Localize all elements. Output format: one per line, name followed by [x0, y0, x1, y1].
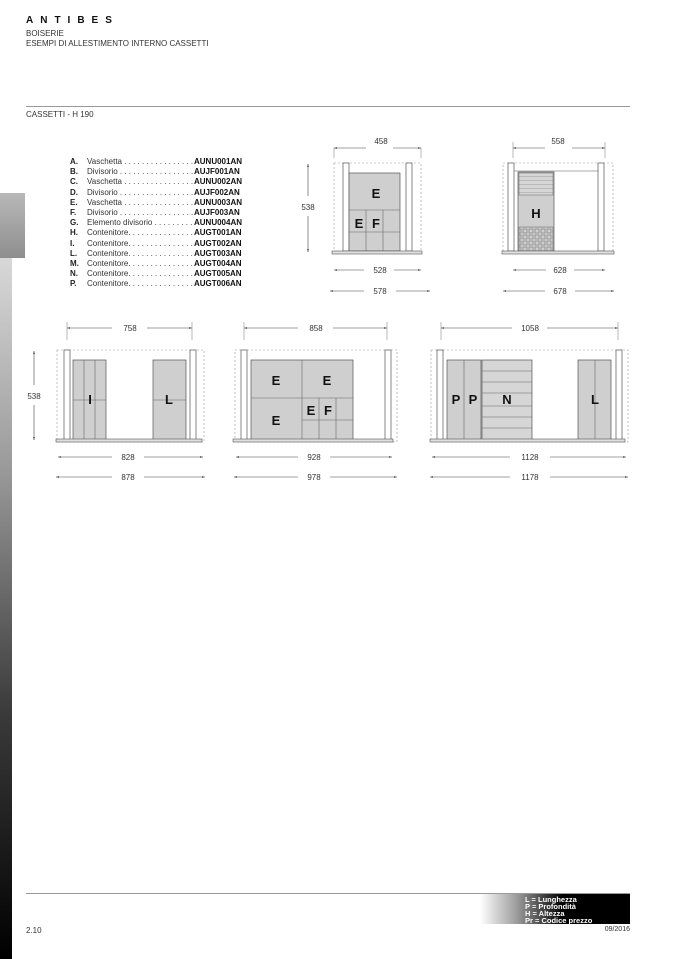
legend-letter: D. [70, 187, 78, 197]
drawing-558 [502, 137, 614, 296]
page-number: 2.10 [26, 926, 42, 935]
dim-top-label: 758 [123, 324, 137, 333]
dim-inner-label: 628 [553, 266, 567, 275]
legend-letter: A. [70, 157, 78, 166]
legend-description: Contenitore. . . . . . . . . . . . . . . [87, 279, 193, 289]
legend-letter: N. [70, 269, 78, 279]
drawer-label: F [372, 216, 380, 231]
dim-top-label: 458 [374, 137, 388, 146]
dim-inner-label: 528 [373, 266, 387, 275]
section-title: CASSETTI - H 190 [26, 110, 94, 119]
drawing-458 [301, 137, 430, 296]
drawer-label: H [531, 206, 541, 221]
dim-outer-label: 1178 [521, 473, 539, 482]
drawing-858 [233, 322, 397, 482]
legend-description: Divisorio . . . . . . . . . . . . . . . . . [87, 167, 194, 177]
drawing-1058 [430, 322, 628, 482]
legend-letter: P. [70, 279, 77, 289]
dim-outer-label: 878 [121, 473, 135, 482]
legend-description: Divisorio . . . . . . . . . . . . . . . . . [87, 207, 194, 217]
legend-letter: B. [70, 167, 78, 177]
drawer-label: E [271, 413, 281, 428]
dimension-key-badge [480, 894, 630, 924]
drawer-label: P [451, 392, 461, 407]
legend-code: AUGT003AN [194, 248, 242, 258]
dim-outer-label: 578 [373, 287, 387, 296]
legend-code: AUNU003AN [194, 197, 243, 207]
legend-description: Contenitore. . . . . . . . . . . . . . . [87, 258, 193, 268]
legend-description: Elemento divisorio . . . . . . . . . [87, 218, 193, 228]
legend-code: AUGT006AN [194, 279, 242, 289]
legend-letter: L. [70, 248, 78, 258]
legend-letter: C. [70, 177, 78, 187]
dim-height-label: 538 [27, 392, 41, 401]
legend-letter: H. [70, 228, 78, 238]
drawer-label: L [591, 392, 599, 407]
legend-code: AUGT001AN [194, 228, 242, 238]
header-category: BOISERIE [26, 29, 64, 38]
legend-code: AUJF003AN [194, 207, 240, 217]
legend-description: Contenitore. . . . . . . . . . . . . . . [87, 228, 193, 238]
drawer-label: E [371, 186, 381, 201]
key-line: P = Profondità [525, 902, 576, 911]
legend-description: Vaschetta . . . . . . . . . . . . . . . . [87, 157, 194, 166]
legend-code: AUNU004AN [194, 218, 243, 228]
legend-letter: G. [70, 218, 79, 228]
drawer-label: P [468, 392, 478, 407]
legend-letter: E. [70, 197, 78, 207]
drawer-label: I [88, 392, 92, 407]
dim-top-label: 858 [309, 324, 323, 333]
key-line: H = Altezza [525, 909, 565, 918]
legend-code: AUNU001AN [194, 157, 243, 166]
legend-code: AUJF001AN [194, 167, 240, 177]
legend-code: AUNU002AN [194, 177, 243, 187]
drawer-label: E [354, 216, 364, 231]
legend-description: Contenitore. . . . . . . . . . . . . . . [87, 269, 193, 279]
legend-description: Contenitore. . . . . . . . . . . . . . . [87, 248, 193, 258]
dim-inner-label: 828 [121, 453, 135, 462]
drawer-label: F [324, 403, 332, 418]
drawer-label: E [322, 373, 332, 388]
dim-outer-label: 678 [553, 287, 567, 296]
drawer-label: L [165, 392, 173, 407]
key-line: L = Lunghezza [525, 895, 577, 904]
dim-inner-label: 928 [307, 453, 321, 462]
header-subtitle: ESEMPI DI ALLESTIMENTO INTERNO CASSETTI [26, 39, 209, 48]
drawer-label: N [502, 392, 512, 407]
dim-inner-label: 1128 [521, 453, 539, 462]
dim-top-label: 558 [551, 137, 565, 146]
dim-outer-label: 978 [307, 473, 321, 482]
legend-description: Vaschetta . . . . . . . . . . . . . . . . [87, 197, 194, 207]
edition-date: 09/2016 [604, 926, 630, 933]
key-line: Pr = Codice prezzo [525, 916, 593, 925]
drawer-label: E [271, 373, 281, 388]
legend-description: Divisorio . . . . . . . . . . . . . . . . . [87, 187, 194, 197]
legend-code: AUGT005AN [194, 269, 242, 279]
legend-code: AUGT004AN [194, 258, 242, 268]
legend-letter: M. [70, 258, 79, 268]
legend-letter: F. [70, 207, 77, 217]
legend-description: Contenitore. . . . . . . . . . . . . . . [87, 238, 193, 248]
drawing-758 [27, 322, 205, 482]
drawer-label: E [306, 403, 316, 418]
dim-top-label: 1058 [521, 324, 539, 333]
brand-title: ANTIBES [26, 15, 119, 26]
legend-code: AUGT002AN [194, 238, 242, 248]
dim-height-label: 538 [301, 203, 315, 212]
legend-letter: I. [70, 238, 75, 248]
legend-code: AUJF002AN [194, 187, 240, 197]
legend-description: Vaschetta . . . . . . . . . . . . . . . . [87, 177, 194, 187]
